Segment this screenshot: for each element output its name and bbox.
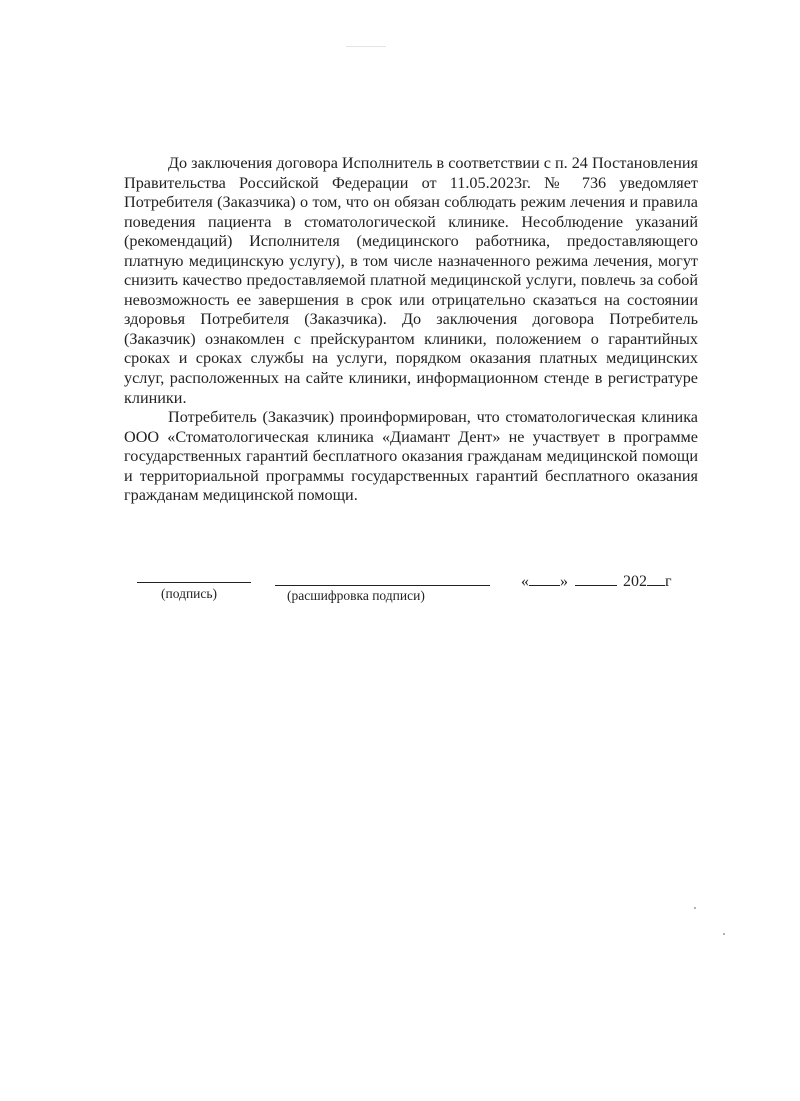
date-year: 202 [623, 573, 647, 590]
date-year-suffix: г [665, 573, 672, 590]
signature-line [137, 582, 251, 583]
date-month-blank [575, 571, 617, 586]
scan-speck [723, 933, 725, 935]
paragraph-program-info: Потребитель (Заказчик) проинформирован, что стоматологическая клиника ООО «Стоматологическая клиника «Диамант Дент» не участвует в программе государственных гарантий бесплатного оказания гражданам медицинской помощи и территориальной программы государственных гарантий бесплатного оказания гражданам медицинской помощи. [124, 408, 698, 505]
date-year-blank [647, 571, 665, 586]
document-body [124, 154, 698, 506]
scan-speck [694, 907, 696, 909]
signature-caption: (подпись) [161, 586, 218, 601]
date-close-quote: » [560, 573, 568, 590]
date-field [521, 571, 672, 591]
paragraph-notification: До заключения договора Исполнитель в соответствии с п. 24 Постановления Правительства Российской Федерации от 11.05.2023г. № 736 уведомляет Потребителя (Заказчика) о том, что он обязан соблюдать режим лечения и правила поведения пациента в стоматологической клинике. Несоблюдение указаний (рекомендаций) Исполнителя (медицинского работника, предоставляющего платную медицинскую услугу), в том числе назначенного режима лечения, могут снизить качество предоставляемой платной медицинской услуги, повлечь за собой невозможность ее завершения в срок или отрицательно сказаться на состоянии здоровья Потребителя (Заказчика). До заключения договора Потребитель (Заказчик) ознакомлен с прейскурантом клиники, положением о гарантийных сроках и сроках службы на услуги, порядком оказания платных медицинских услуг, расположенных на сайте клиники, информационном стенде в регистратуре клиники. [124, 154, 698, 407]
date-open-quote: « [521, 573, 529, 590]
decryption-line [275, 585, 490, 586]
scan-speck [346, 46, 386, 47]
decryption-caption: (расшифровка подписи) [287, 588, 425, 603]
date-day-blank [529, 571, 560, 586]
